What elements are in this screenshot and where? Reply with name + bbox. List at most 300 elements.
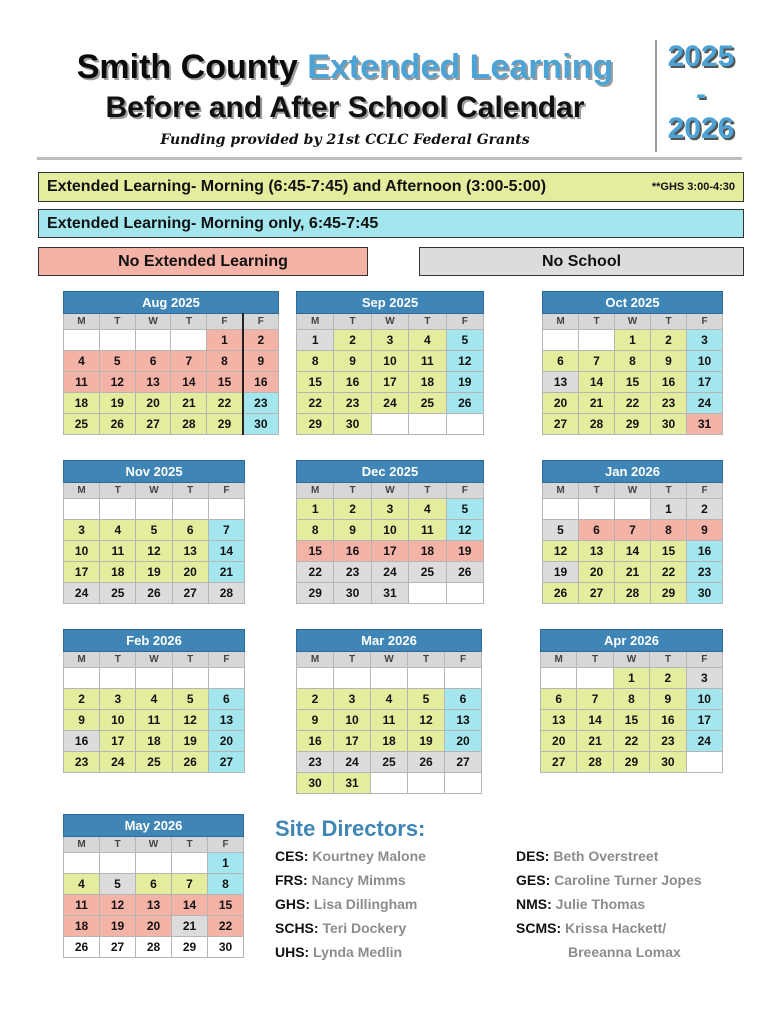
calendar-day: 28 [171,414,207,435]
weekday-header: T [651,314,687,330]
calendar-day: 30 [651,414,687,435]
calendar-day: 3 [687,330,723,351]
calendar-day: 25 [64,414,100,435]
calendar-day: 7 [577,689,613,710]
weekday-header: T [171,314,207,330]
weekday-header: T [100,837,136,853]
calendar-day: 24 [371,393,408,414]
calendar-day: 16 [687,541,723,562]
calendar-month-title: Nov 2025 [64,461,245,483]
calendar-day: 5 [543,520,579,541]
calendar-day: 19 [446,541,483,562]
calendar-day: 26 [99,414,135,435]
calendar-day: 5 [172,689,208,710]
calendar-day: 23 [297,752,334,773]
calendar-empty-cell [334,668,371,689]
calendar-month-title: Dec 2025 [297,461,484,483]
calendar-day: 7 [615,520,651,541]
weekday-header: F [446,483,483,499]
calendar-day: 14 [208,541,244,562]
calendar-day: 11 [64,895,100,916]
weekday-header: T [409,483,446,499]
calendar-day: 3 [371,330,408,351]
weekday-header: T [409,314,446,330]
page-title [40,46,650,88]
legend-no-extended-learning-label: No Extended Learning [118,252,288,270]
calendar-day: 21 [208,562,244,583]
calendar-day: 11 [409,351,446,372]
calendar-day: 20 [541,731,577,752]
calendar-day: 22 [613,731,649,752]
legend-morning-only [38,209,744,238]
calendar-day: 12 [446,520,483,541]
calendar-day: 11 [64,372,100,393]
calendar-day: 28 [208,583,244,604]
calendar-day: 3 [371,499,408,520]
weekday-header: F [446,314,483,330]
calendar-empty-cell [371,668,408,689]
calendar-day: 2 [297,689,334,710]
calendar-day: 24 [687,393,723,414]
weekday-header: W [615,483,651,499]
site-director-entry [275,848,426,864]
calendar-day: 8 [651,520,687,541]
calendar-day: 16 [297,731,334,752]
weekday-header: T [579,314,615,330]
legend-no-extended-learning [38,247,368,276]
site-director-school: FRS: [275,872,312,888]
calendar-day: 24 [334,752,371,773]
calendar-day: 3 [100,689,136,710]
site-director-entry [275,920,406,936]
calendar-day: 9 [243,351,279,372]
weekday-header: W [371,483,408,499]
calendar-day: 15 [297,372,334,393]
calendar-day: 23 [334,562,371,583]
weekday-header: T [408,652,445,668]
calendar-day: 8 [208,874,244,895]
calendar-day: 26 [408,752,445,773]
calendar-day: 24 [64,583,100,604]
calendar-day: 19 [136,562,172,583]
site-director-name: Julie Thomas [555,896,646,912]
weekday-header: T [172,837,208,853]
calendar-day: 15 [297,541,334,562]
calendar-day: 29 [297,583,334,604]
weekday-header: M [297,652,334,668]
calendar-empty-cell [297,668,334,689]
calendar-day: 17 [371,541,408,562]
calendar-day: 2 [334,330,371,351]
calendar-day: 5 [446,330,483,351]
calendar-day: 20 [208,731,244,752]
calendar-month [63,814,244,958]
calendar-day: 21 [172,916,208,937]
weekday-header: W [136,837,172,853]
calendar-day: 2 [64,689,100,710]
calendar-day: 10 [334,710,371,731]
site-director-school: NMS: [516,896,556,912]
calendar-empty-cell [64,853,100,874]
calendar-day: 9 [650,689,686,710]
calendar-day: 10 [64,541,100,562]
calendar-month [63,291,279,435]
calendar-day: 28 [579,414,615,435]
calendar-day: 3 [686,668,722,689]
weekday-header: F [687,314,723,330]
calendar-empty-cell [446,583,483,604]
calendar-day: 13 [541,710,577,731]
weekday-header: M [64,483,100,499]
calendar-day: 27 [135,414,171,435]
calendar-day: 22 [207,393,243,414]
calendar-day: 14 [171,372,207,393]
calendar-day: 21 [577,731,613,752]
calendar-day: 2 [651,330,687,351]
weekday-header: F [686,652,722,668]
calendar-empty-cell [541,668,577,689]
calendar-day: 12 [100,895,136,916]
calendar-empty-cell [371,414,408,435]
calendar-day: 17 [687,372,723,393]
calendar-day: 15 [615,372,651,393]
calendar-day: 13 [208,710,244,731]
calendar-day: 16 [243,372,279,393]
calendar-day: 6 [579,520,615,541]
calendar-day: 6 [172,520,208,541]
calendar-month [540,629,723,773]
site-director-school: CES: [275,848,313,864]
calendar-day: 20 [445,731,482,752]
calendar-day: 5 [408,689,445,710]
calendar-day: 29 [613,752,649,773]
calendar-day: 29 [172,937,208,958]
calendar-day: 30 [243,414,279,435]
calendar-empty-cell [577,668,613,689]
calendar-day: 18 [64,916,100,937]
calendar-day: 23 [650,731,686,752]
calendar-month-title: Sep 2025 [297,292,484,314]
site-director-entry [516,872,702,888]
weekday-header: F [445,652,482,668]
calendar-day: 19 [408,731,445,752]
calendar-day: 1 [613,668,649,689]
weekday-header: T [100,483,136,499]
weekday-header: T [650,652,686,668]
calendar-day: 2 [687,499,723,520]
legend-morning-afternoon-label: Extended Learning- Morning (6:45-7:45) and Afternoon (3:00-5:00) [47,178,547,195]
calendar-day: 29 [615,414,651,435]
weekday-header: W [371,314,408,330]
site-director-school: GHS: [275,896,314,912]
calendar-day: 23 [334,393,371,414]
calendar-month-title: Feb 2026 [64,630,245,652]
calendar-day: 12 [99,372,135,393]
calendar-day: 18 [64,393,100,414]
calendar-day: 7 [172,874,208,895]
calendar-day: 21 [615,562,651,583]
calendar-month [63,629,245,773]
site-director-name: Lynda Medlin [313,944,403,960]
calendar-day: 6 [135,351,171,372]
calendar-empty-cell [615,499,651,520]
calendar-day: 6 [543,351,579,372]
calendar-empty-cell [100,853,136,874]
site-director-school: SCHS: [275,920,323,936]
site-director-name: Caroline Turner Jopes [554,872,702,888]
calendar-empty-cell [409,583,446,604]
legend-morning-afternoon [38,172,744,202]
weekday-header: M [64,314,100,330]
calendar-day: 22 [297,562,334,583]
calendar-day: 14 [577,710,613,731]
calendar-day: 9 [334,520,371,541]
year-start: 2025 [667,40,735,73]
site-director-name: Breeanna Lomax [568,944,681,960]
weekday-header: W [615,314,651,330]
calendar-day: 16 [334,372,371,393]
legend-ghs-note: **GHS 3:00-4:30 [651,181,735,193]
legend-morning-only-label: Extended Learning- Morning only, 6:45-7:45 [47,214,379,232]
calendar-day: 22 [208,916,244,937]
calendar-day: 26 [446,393,483,414]
weekday-header: W [613,652,649,668]
calendar-day: 16 [64,731,100,752]
calendar-day: 12 [136,541,172,562]
funding-note: Funding provided by 21st CCLC Federal Grants [160,132,530,148]
calendar-empty-cell [136,853,172,874]
calendar-day: 6 [136,874,172,895]
calendar-day: 25 [409,393,446,414]
calendar-empty-cell [371,773,408,794]
calendar-month-title: Aug 2025 [64,292,279,314]
weekday-header: T [100,652,136,668]
calendar-empty-cell [172,668,208,689]
year-separator: - [696,78,706,111]
calendar-day: 10 [100,710,136,731]
weekday-header: W [371,652,408,668]
calendar-empty-cell [100,668,136,689]
calendar-day: 9 [334,351,371,372]
weekday-header: M [64,837,100,853]
calendar-day: 6 [445,689,482,710]
site-director-school: DES: [516,848,554,864]
calendar-empty-cell [136,668,172,689]
weekday-header: T [172,652,208,668]
weekday-header: M [64,652,100,668]
weekday-header: M [541,652,577,668]
site-director-entry [275,944,402,960]
calendar-empty-cell [100,499,136,520]
title-part-2: Extended Learning [307,48,614,86]
calendar-day: 17 [100,731,136,752]
calendar-day: 8 [207,351,243,372]
calendar-day: 26 [172,752,208,773]
weekday-header: F [687,483,723,499]
calendar-day: 30 [687,583,723,604]
calendar-empty-cell [208,668,244,689]
calendar-month-title: Oct 2025 [543,292,723,314]
site-director-name: Teri Dockery [322,920,407,936]
calendar-day: 13 [136,895,172,916]
calendar-day: 2 [243,330,279,351]
calendar-empty-cell [171,330,207,351]
calendar-day: 27 [172,583,208,604]
site-director-school: SCMS: [516,920,565,936]
calendar-day: 20 [135,393,171,414]
calendar-empty-cell [64,330,100,351]
weekday-header: T [172,483,208,499]
calendar-day: 11 [409,520,446,541]
calendar-day: 19 [100,916,136,937]
calendar-day: 24 [686,731,722,752]
weekday-header: T [334,652,371,668]
site-director-entry [516,920,666,936]
calendar-empty-cell [172,499,208,520]
site-director-entry [516,848,658,864]
calendar-day: 14 [579,372,615,393]
weekday-header: F [208,652,244,668]
legend-no-school-label: No School [541,252,622,270]
year-end: 2026 [667,112,735,145]
calendar-empty-cell [445,668,482,689]
weekday-header: M [543,483,579,499]
calendar-day: 26 [446,562,483,583]
calendar-day: 23 [64,752,100,773]
weekday-header: M [297,314,334,330]
weekday-header: T [577,652,613,668]
calendar-day: 29 [297,414,334,435]
divider-horizontal [37,157,742,160]
calendar-day: 19 [446,372,483,393]
calendar-day: 29 [207,414,243,435]
calendar-day: 30 [297,773,334,794]
calendar-day: 3 [64,520,100,541]
calendar-day: 15 [208,895,244,916]
calendar-empty-cell [135,330,171,351]
site-directors-title: Site Directors: [275,816,426,841]
calendar-month [296,460,484,604]
calendar-day: 22 [615,393,651,414]
calendar-day: 27 [579,583,615,604]
calendar-day: 14 [172,895,208,916]
calendar-day: 12 [543,541,579,562]
site-director-entry [275,896,417,912]
calendar-day: 1 [207,330,243,351]
calendar-day: 28 [577,752,613,773]
calendar-day: 8 [297,520,334,541]
calendar-day: 4 [371,689,408,710]
calendar-day: 9 [297,710,334,731]
title-part-1: Smith County [76,48,308,86]
calendar-day: 25 [409,562,446,583]
calendar-day: 24 [371,562,408,583]
calendar-day: 16 [651,372,687,393]
calendar-day: 25 [371,752,408,773]
calendar-day: 1 [208,853,244,874]
calendar-day: 28 [136,937,172,958]
calendar-empty-cell [64,499,100,520]
calendar-day: 27 [445,752,482,773]
site-director-school: GES: [516,872,555,888]
site-director-school: UHS: [275,944,314,960]
calendar-day: 5 [100,874,136,895]
weekday-header: M [297,483,334,499]
site-director-entry [516,896,645,912]
weekday-header: W [136,652,172,668]
calendar-day: 14 [615,541,651,562]
calendar-day: 17 [686,710,722,731]
calendar-day: 23 [687,562,723,583]
calendar-day: 26 [543,583,579,604]
calendar-day: 5 [99,351,135,372]
calendar-day: 13 [135,372,171,393]
weekday-header: T [99,314,135,330]
weekday-header: F [243,314,279,330]
calendar-day: 5 [446,499,483,520]
calendar-day: 8 [297,351,334,372]
calendar-day: 8 [615,351,651,372]
calendar-day: 5 [136,520,172,541]
calendar-month-title: May 2026 [64,815,244,837]
calendar-day: 9 [64,710,100,731]
calendar-day: 30 [334,583,371,604]
calendar-day: 19 [172,731,208,752]
calendar-day: 23 [651,393,687,414]
site-director-entry [568,944,681,960]
calendar-day: 21 [171,393,207,414]
calendar-day: 27 [100,937,136,958]
calendar-month-title: Jan 2026 [543,461,723,483]
calendar-day: 19 [543,562,579,583]
calendar-day: 4 [136,689,172,710]
calendar-day: 10 [686,689,722,710]
site-director-name: Kourtney Malone [312,848,426,864]
calendar-empty-cell [445,773,482,794]
calendar-day: 26 [64,937,100,958]
calendar-day: 15 [613,710,649,731]
calendar-day: 3 [334,689,371,710]
calendar-day: 16 [650,710,686,731]
calendar-empty-cell [136,499,172,520]
calendar-empty-cell [99,330,135,351]
calendar-day: 6 [208,689,244,710]
calendar-day: 22 [651,562,687,583]
calendar-day: 27 [543,414,579,435]
calendar-day: 7 [208,520,244,541]
weekday-header: T [334,483,371,499]
calendar-empty-cell [408,668,445,689]
calendar-day: 31 [687,414,723,435]
calendar-day: 1 [651,499,687,520]
calendar-day: 1 [297,330,334,351]
calendar-day: 1 [615,330,651,351]
calendar-day: 4 [64,351,100,372]
weekday-header: T [334,314,371,330]
calendar-day: 28 [615,583,651,604]
calendar-day: 2 [334,499,371,520]
calendar-day: 20 [172,562,208,583]
calendar-day: 11 [100,541,136,562]
site-director-name: Krissa Hackett/ [565,920,667,936]
weekday-header: F [208,837,244,853]
calendar-day: 12 [446,351,483,372]
weekday-header: W [135,314,171,330]
calendar-day: 10 [371,520,408,541]
calendar-day: 15 [207,372,243,393]
calendar-empty-cell [172,853,208,874]
calendar-month [63,460,245,604]
